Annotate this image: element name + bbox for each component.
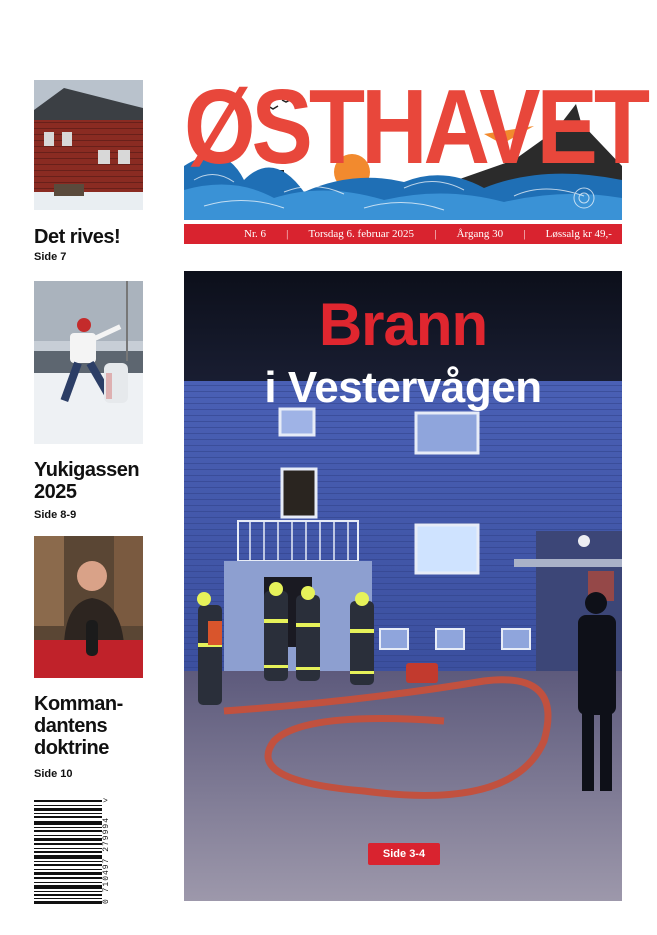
teaser-page-2: Side 8-9 [34, 509, 77, 521]
teaser-title-3-text: Komman-dantens doktrine [34, 693, 123, 759]
barcode-arrow: > [103, 796, 108, 805]
teaser-page-1: Side 7 [34, 251, 67, 263]
issue-number: Nr. 6 [244, 228, 266, 240]
headline-line-2[interactable]: i Vestervågen [264, 363, 542, 412]
teaser-photo-red-house[interactable] [34, 80, 143, 210]
red-house-illustration [34, 80, 143, 210]
separator: | [434, 228, 437, 240]
teaser-page-3: Side 10 [34, 768, 73, 780]
masthead[interactable] [184, 68, 647, 220]
commander-illustration [34, 536, 143, 678]
cover-story[interactable] [184, 271, 622, 901]
teaser-title-1[interactable]: Det rives! [34, 226, 121, 248]
volume: Årgang 30 [456, 228, 504, 240]
snow-fight-illustration [34, 281, 143, 444]
barcode [34, 800, 102, 904]
headline-line-1[interactable]: Brann [318, 291, 488, 358]
teaser-title-2[interactable]: Yukigassen 2025 [34, 459, 140, 503]
issue-info-bar [184, 224, 622, 244]
cover-page-badge[interactable]: Side 3-4 [368, 843, 440, 865]
masthead-name[interactable]: ØSTHAVET [184, 68, 647, 186]
teaser-title-3[interactable] [34, 693, 144, 759]
newsstand-price: Løssalg kr 49,- [545, 228, 612, 240]
teaser-photo-commander[interactable] [34, 536, 143, 678]
issue-date: Torsdag 6. februar 2025 [308, 228, 415, 240]
barcode-digits: 0 710497 279994 [102, 816, 111, 904]
teaser-photo-snow-fight[interactable] [34, 281, 143, 444]
separator: | [286, 228, 289, 240]
separator: | [523, 228, 526, 240]
